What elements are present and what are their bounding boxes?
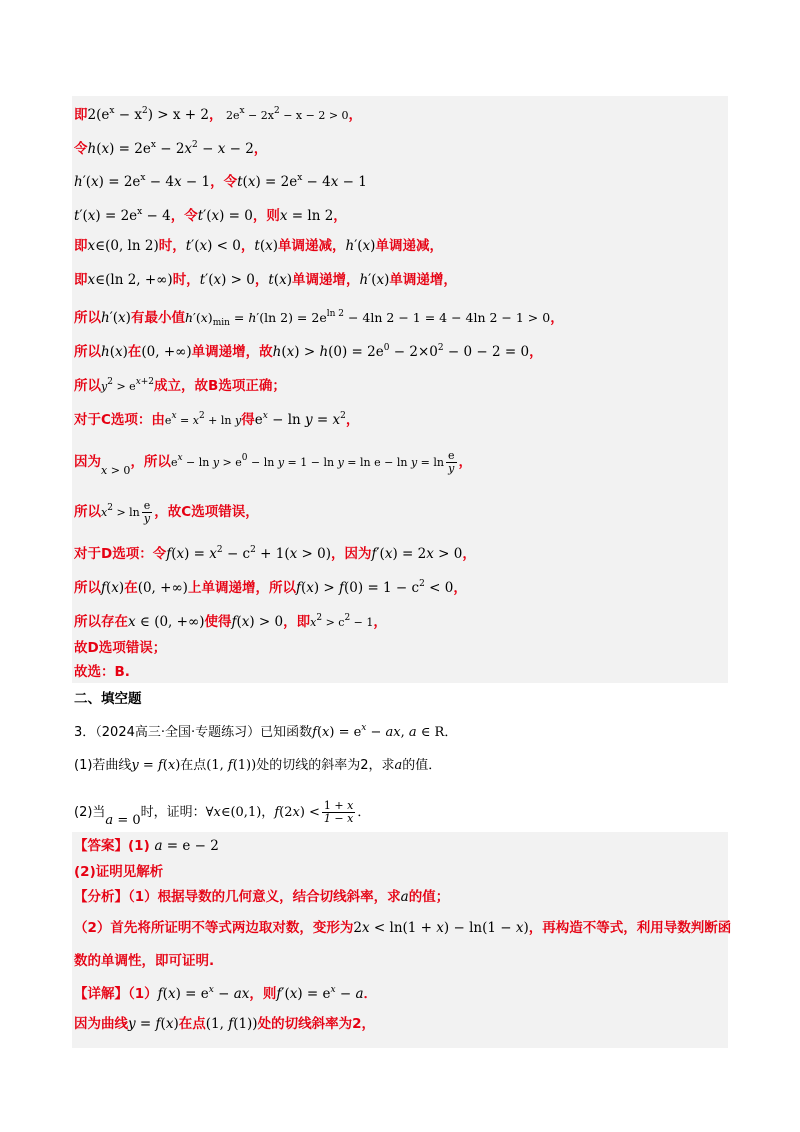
detail-line-2: 因为曲线y = f(x)在点(1, f(1))处的切线斜率为2，	[74, 1016, 375, 1032]
problem-statement: 3．（2024高三·全国·专题练习）已知函数$f(x) = e^x$ − ax, a ∈ R．	[74, 723, 458, 740]
solution-line-6: 即x∈(ln 2, +∞)时，t′(x) > 0，t(x)单调递增，h′(x)单调递增，	[74, 272, 457, 288]
answer-line-1: 【答案】(1) a = e − 2	[74, 838, 219, 854]
solution-line-4: $t'(x) = 2e^x - 4$，令t′(x) = 0，则x = ln 2，	[74, 207, 347, 224]
analysis-line-3: 数的单调性，即可证明.	[74, 953, 215, 969]
solution-line-15: 所以存在x ∈ (0, +∞)使得f(x) > 0，即$x^2 > c^2 - 1$，	[74, 613, 387, 630]
solution-line-8: 所以h(x)在(0, +∞)单调递增，故$h(x) > h(0) = 2e^0 - 2\times 0^2 - 0 - 2 = 0$，	[74, 343, 543, 360]
solution-line-9: 所以$y^2 > e^{x+2}$成立，故B选项正确；	[74, 377, 286, 394]
analysis-line-1: 【分析】（1）根据导数的几何意义，结合切线斜率，求a的值；	[74, 889, 450, 905]
solution-line-13: 对于D选项：令$f(x) = x^2 - c^2 + 1(x > 0)$，因为f′(x) = 2x > 0，	[74, 545, 476, 562]
analysis-line-2: （2）首先将所证明不等式两边取对数，变形为2x < ln(1 + x) − ln(1 − x)，再构造不等式，利用导数判断函	[74, 920, 732, 936]
solution-line-16: 故D选项错误；	[74, 640, 167, 656]
problem-part-2: (2)当a = 0时，证明：∀x∈(0,1)，f(2x) < $\frac{1 + x}{1 - x}$ ．	[74, 799, 371, 828]
solution-line-17: 故选：B.	[74, 664, 130, 680]
solution-line-7: 所以h′(x)有最小值$h'(x)_{min} = h'(\ln$ $2) = 2e^{ln 2} - 4\ln$ 2 − 1 = 4 − 4ln 2 − 1 > 0，	[74, 309, 564, 328]
solution-line-2: 令$h(x) = 2e^x - 2x^2 - x - 2$，	[74, 140, 268, 157]
solution-line-14: 所以f(x)在(0, +∞)上单调递增，所以$f(x) > f(0) = 1 - c^2 < 0$，	[74, 579, 467, 596]
answer-line-2: (2)证明见解析	[74, 864, 164, 880]
solution-line-5: 即x∈(0, ln 2)时，t′(x) < 0，t(x)单调递减，h′(x)单调递减，	[74, 238, 443, 254]
solution-line-10: 对于C选项：由$e^x = x^2 + \ln y$得$e^x - \ln y = x^2$，	[74, 411, 360, 428]
section-title: 二、填空题	[74, 691, 142, 707]
solution-line-3: $h'(x) = 2e^x - 4x - 1$，令$t(x) = 2e^x - 4x - 1$	[74, 173, 367, 190]
detail-line-1: 【详解】$(1)f(x) = e^x$ − ax，则$f'(x) = e^x - a$．	[74, 985, 378, 1002]
solution-line-1: 即$2(e^x - x^2) > x + 2$， $2e^x - 2x^2 - x - 2 > 0$，	[74, 106, 363, 123]
problem-part-1: (1)若曲线y = f(x)在点(1, f(1))处的切线的斜率为2，求a的值．	[74, 758, 442, 773]
solution-line-12: 所以$x^2 > \ln$ $\frac{e}{y}$ ，故C选项错误，	[74, 499, 259, 525]
solution-line-11: 因为$_{x > 0}$，所以$e^x - \ln y > e^0 - \ln y = 1 - \ln y = \ln e - \ln y = \ln$ $\frac{e}{y}$ ，	[74, 449, 472, 477]
